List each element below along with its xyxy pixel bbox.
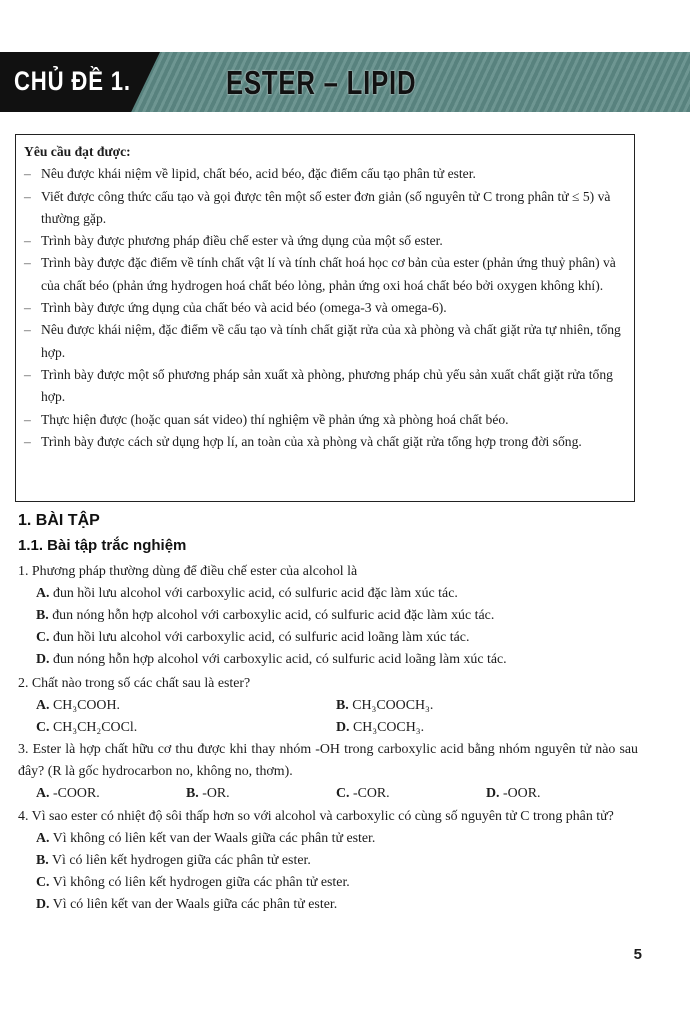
requirement-item: – Trình bày được đặc điểm về tính chất vật lí và tính chất hoá học cơ bản của ester (phản ứng thuỷ phân) và của chất béo (phản ứng hydrogen hoá chất béo lỏng, phản ứng oxi hoá chất béo bởi oxygen không khí).: [24, 255, 616, 293]
option-d: D. -OOR.: [486, 786, 541, 801]
option-d: D. đun nóng hỗn hợp alcohol với carboxylic acid, có sulfuric acid loãng làm xúc tác.: [36, 652, 507, 667]
option-b: B. Vì có liên kết hydrogen giữa các phân tử ester.: [36, 853, 311, 868]
option-c: C. CH₃CH₂COCl.: [36, 720, 138, 735]
requirement-item: – Nêu được khái niệm về lipid, chất béo, acid béo, đặc điểm cấu tạo phân tử ester.: [24, 166, 476, 182]
requirement-item: – Trình bày được cách sử dụng hợp lí, an toàn của xà phòng và chất giặt rửa tổng hợp trong đời sống.: [24, 433, 582, 449]
chapter-label: CHỦ ĐỀ 1.: [14, 66, 131, 96]
option-b: B. -OR.: [186, 786, 230, 801]
option-b: B. đun nóng hỗn hợp alcohol với carboxylic acid, có sulfuric acid đặc làm xúc tác.: [36, 608, 495, 623]
page-number: 5: [633, 946, 642, 963]
requirement-item: – Trình bày được ứng dụng của chất béo và acid béo (omega-3 và omega-6).: [24, 300, 447, 316]
requirements-title: Yêu cầu đạt được:: [24, 144, 131, 159]
question-1: 1. Phương pháp thường dùng để điều chế ester của alcohol là A. đun hồi lưu alcohol với carboxylic acid, có sulfuric acid đặc làm xúc tác. B. đun nóng hỗn hợp alcohol với carboxylic acid, có sulfuric acid đặc làm xúc tác. C. đun hồi lưu alcohol với carboxylic acid, có sulfuric acid loãng làm xúc tác. D. đun nóng hỗn hợp alcohol với carboxylic acid, có sulfuric acid loãng làm xúc tác.: [18, 561, 638, 671]
question-3: 3. Ester là hợp chất hữu cơ thu được khi thay nhóm -OH trong carboxylic acid bằng nhóm nguyên tử nào sau đây? (R là gốc hydrocarbon no, không no, thơm). A. -COOR. B. -OR. C. -COR. D. -OOR.: [18, 739, 638, 805]
requirements-box: [15, 134, 635, 502]
option-a: A. đun hồi lưu alcohol với carboxylic acid, có sulfuric acid đặc làm xúc tác.: [36, 586, 458, 601]
option-c: C. Vì không có liên kết hydrogen giữa các phân tử ester.: [36, 875, 350, 890]
option-a: A. -COOR.: [36, 786, 100, 801]
question-2: 2. Chất nào trong số các chất sau là ester? A. CH₃COOH. B. CH₃COOCH₃. C. CH₃CH₂COCl. D. CH₃COCH₃.: [18, 673, 638, 739]
option-a: A. Vì không có liên kết van der Waals giữa các phân tử ester.: [36, 831, 376, 846]
requirement-item: – Trình bày được một số phương pháp sản xuất xà phòng, phương pháp chủ yếu sản xuất chất giặt rửa tổng hợp.: [24, 366, 613, 405]
option-d: D. CH₃COCH₃.: [336, 720, 425, 735]
subsection-heading: 1.1. Bài tập trắc nghiệm: [18, 537, 187, 554]
section-heading: 1. BÀI TẬP: [18, 512, 100, 529]
requirement-item: – Trình bày được phương pháp điều chế ester và ứng dụng của một số ester.: [24, 233, 443, 249]
chapter-header: [0, 52, 690, 112]
requirement-item: – Thực hiện được (hoặc quan sát video) thí nghiệm về phản ứng xà phòng hoá chất béo.: [24, 411, 509, 427]
option-c: C. -COR.: [336, 786, 390, 801]
chapter-title: ESTER – LIPID: [226, 64, 417, 101]
option-d: D. Vì có liên kết van der Waals giữa các phân tử ester.: [36, 897, 338, 912]
option-a: A. CH₃COOH.: [36, 698, 120, 713]
requirement-item: – Viết được công thức cấu tạo và gọi được tên một số ester đơn giản (số nguyên tử C trong phân tử ≤ 5) và thường gặp.: [24, 188, 611, 226]
requirement-item: – Nêu được khái niệm, đặc điểm về cấu tạo và tính chất giặt rửa của xà phòng và chất giặt rửa tự nhiên, tổng hợp.: [24, 322, 621, 360]
option-b: B. CH₃COOCH₃.: [336, 698, 434, 713]
option-c: C. đun hồi lưu alcohol với carboxylic acid, có sulfuric acid loãng làm xúc tác.: [36, 630, 470, 645]
question-4: 4. Vì sao ester có nhiệt độ sôi thấp hơn so với alcohol và carboxylic có cùng số nguyên tử C trong phân tử? A. Vì không có liên kết van der Waals giữa các phân tử ester. B. Vì có liên kết hydrogen giữa các phân tử ester. C. Vì không có liên kết hydrogen giữa các phân tử ester. D. Vì có liên kết van der Waals giữa các phân tử ester.: [18, 806, 638, 916]
